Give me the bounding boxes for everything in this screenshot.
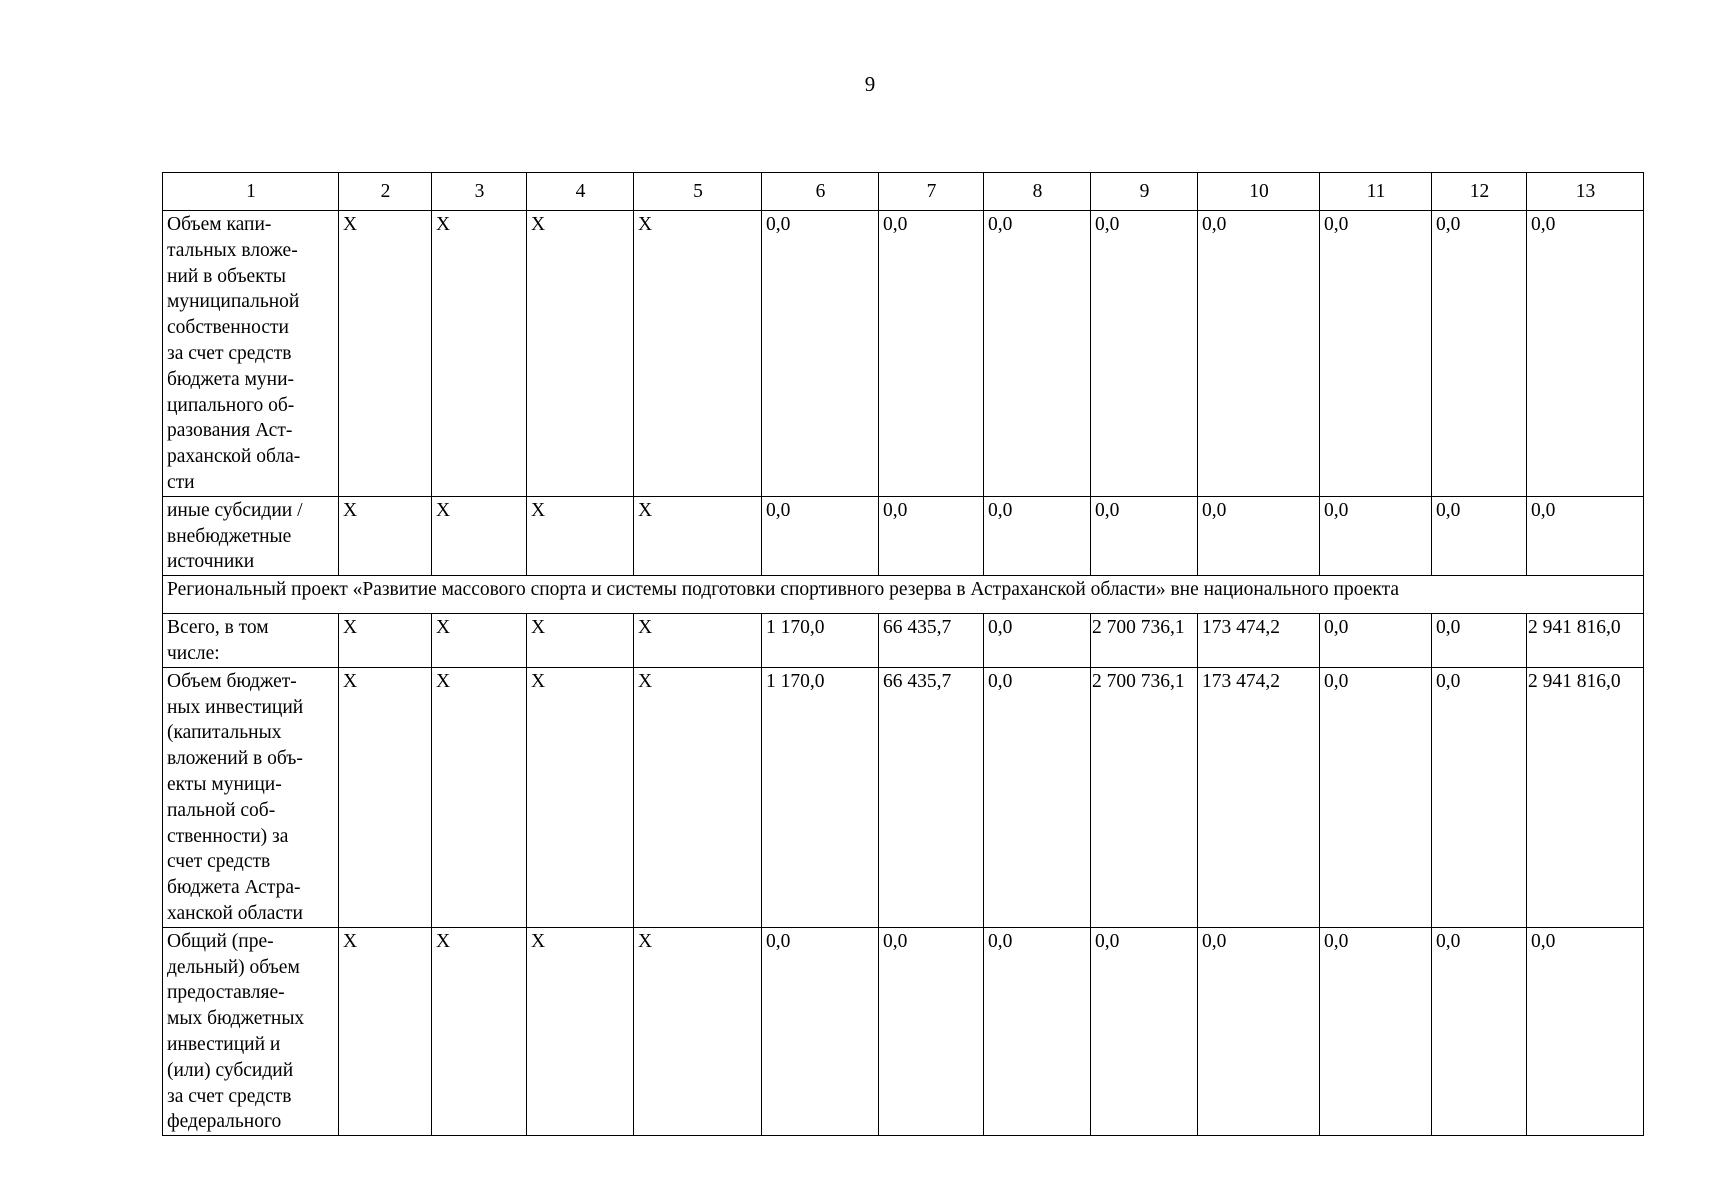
- table-cell: 2 700 736,1: [1091, 667, 1198, 927]
- description-line: ханской области: [167, 902, 303, 924]
- table-row: [163, 927, 1644, 1135]
- description-line: бюджета муни-: [167, 368, 295, 390]
- header-cell-12: 12: [1432, 173, 1527, 211]
- description-line: мых бюджетных: [167, 1008, 305, 1030]
- table-cell: Х: [527, 211, 634, 497]
- description-line: федерального: [167, 1111, 282, 1133]
- table-cell: 0,0: [1320, 667, 1432, 927]
- table-cell: 1 170,0: [762, 614, 879, 668]
- section-title: Региональный проект «Развитие массового спорта и системы подготовки спортивного резерва в Астраханской области» вне национального проекта: [163, 576, 1644, 614]
- description-line: источники: [167, 551, 255, 573]
- description-line: раханской обла-: [167, 446, 301, 468]
- description-line: екты муници-: [167, 773, 282, 795]
- table-cell: Х: [634, 211, 762, 497]
- description-line: сти: [167, 471, 195, 493]
- description-line: иные субсидии /: [167, 499, 303, 521]
- header-cell-8: 8: [984, 173, 1091, 211]
- description-line: (или) субсидий: [167, 1059, 294, 1081]
- header-cell-3: 3: [432, 173, 527, 211]
- header-cell-9: 9: [1091, 173, 1198, 211]
- table-cell: Х: [432, 614, 527, 668]
- table-cell: Х: [634, 496, 762, 575]
- table-cell: 0,0: [1527, 211, 1644, 497]
- description-line: числе:: [167, 642, 220, 664]
- table-cell: 0,0: [1198, 927, 1320, 1135]
- table-cell: 0,0: [1432, 927, 1527, 1135]
- table-cell: 0,0: [879, 927, 984, 1135]
- description-line: дельный) объем: [167, 956, 300, 978]
- table-cell: 2 941 816,0: [1527, 614, 1644, 668]
- table-cell: Х: [339, 667, 432, 927]
- header-cell-5: 5: [634, 173, 762, 211]
- table-cell: Х: [527, 496, 634, 575]
- section-row: [163, 576, 1644, 614]
- table-cell: 0,0: [984, 496, 1091, 575]
- table-cell: 0,0: [1432, 211, 1527, 497]
- header-row: [163, 173, 1644, 211]
- description-line: предоставляе-: [167, 982, 285, 1004]
- table-cell: Х: [432, 211, 527, 497]
- description-line: за счет средств: [167, 342, 292, 364]
- table-cell: 1 170,0: [762, 667, 879, 927]
- table-cell: 0,0: [1091, 927, 1198, 1135]
- table-cell: 2 700 736,1: [1091, 614, 1198, 668]
- table-cell: 0,0: [1091, 496, 1198, 575]
- table-cell: 0,0: [1432, 614, 1527, 668]
- table-cell: 0,0: [1320, 496, 1432, 575]
- header-cell-2: 2: [339, 173, 432, 211]
- table-cell: 2 941 816,0: [1527, 667, 1644, 927]
- header-cell-7: 7: [879, 173, 984, 211]
- header-cell-10: 10: [1198, 173, 1320, 211]
- table-cell: 0,0: [1320, 614, 1432, 668]
- description-line: ных инвестиций: [167, 696, 304, 718]
- table-row: [163, 496, 1644, 575]
- table-cell: 0,0: [762, 496, 879, 575]
- description-line: Общий (пре-: [167, 930, 274, 952]
- description-line: внебюджетные: [167, 525, 292, 547]
- description-line: ственности) за: [167, 825, 289, 847]
- description-line: Объем бюджет-: [167, 670, 297, 692]
- row-description: [163, 927, 339, 1135]
- row-description: [163, 496, 339, 575]
- description-line: собственности: [167, 317, 289, 339]
- header-cell-6: 6: [762, 173, 879, 211]
- description-line: за счет средств: [167, 1085, 292, 1107]
- table-cell: 66 435,7: [879, 667, 984, 927]
- description-line: бюджета Астра-: [167, 877, 301, 899]
- table-cell: 0,0: [1527, 927, 1644, 1135]
- table-cell: 0,0: [984, 667, 1091, 927]
- description-line: Всего, в том: [167, 617, 269, 639]
- description-line: инвестиций и: [167, 1033, 281, 1055]
- table-cell: 173 474,2: [1198, 614, 1320, 668]
- description-line: ципального об-: [167, 394, 295, 416]
- description-line: пальной соб-: [167, 799, 276, 821]
- description-line: ний в объекты: [167, 265, 287, 287]
- table-cell: 0,0: [1320, 211, 1432, 497]
- table-cell: Х: [634, 667, 762, 927]
- table-cell: Х: [339, 496, 432, 575]
- table-cell: 0,0: [762, 211, 879, 497]
- table-cell: Х: [527, 927, 634, 1135]
- table-cell: 0,0: [762, 927, 879, 1135]
- header-cell-4: 4: [527, 173, 634, 211]
- header-cell-13: 13: [1527, 173, 1644, 211]
- table-cell: 0,0: [1091, 211, 1198, 497]
- table-cell: Х: [527, 614, 634, 668]
- page-number: 9: [864, 72, 876, 96]
- description-line: тальных вложе-: [167, 239, 298, 261]
- table-cell: Х: [339, 927, 432, 1135]
- table-cell: Х: [634, 927, 762, 1135]
- description-line: счет средств: [167, 851, 271, 873]
- table-cell: Х: [527, 667, 634, 927]
- table-cell: Х: [432, 496, 527, 575]
- table-cell: 0,0: [984, 211, 1091, 497]
- table-cell: Х: [432, 927, 527, 1135]
- table-cell: Х: [634, 614, 762, 668]
- table-cell: 0,0: [984, 927, 1091, 1135]
- table-cell: 0,0: [1198, 211, 1320, 497]
- description-line: вложений в объ-: [167, 748, 303, 770]
- table-cell: 0,0: [1320, 927, 1432, 1135]
- table-cell: 66 435,7: [879, 614, 984, 668]
- table-row: [163, 614, 1644, 668]
- table-cell: 0,0: [1432, 496, 1527, 575]
- table-cell: 0,0: [1527, 496, 1644, 575]
- table-cell: 173 474,2: [1198, 667, 1320, 927]
- table-row: [163, 667, 1644, 927]
- description-line: разования Аст-: [167, 420, 293, 442]
- description-line: муниципальной: [167, 291, 300, 313]
- table-row: [163, 211, 1644, 497]
- table-cell: Х: [339, 211, 432, 497]
- budget-table: [162, 172, 1644, 1136]
- table-cell: 0,0: [879, 211, 984, 497]
- description-line: Объем капи-: [167, 214, 272, 235]
- header-cell-1: 1: [163, 173, 339, 211]
- description-line: (капитальных: [167, 722, 282, 744]
- row-description: [163, 211, 339, 497]
- table-cell: 0,0: [1198, 496, 1320, 575]
- table-cell: Х: [339, 614, 432, 668]
- table-cell: Х: [432, 667, 527, 927]
- table-cell: 0,0: [879, 496, 984, 575]
- row-description: [163, 667, 339, 927]
- table-cell: 0,0: [1432, 667, 1527, 927]
- row-description: [163, 614, 339, 668]
- header-cell-11: 11: [1320, 173, 1432, 211]
- table-cell: 0,0: [984, 614, 1091, 668]
